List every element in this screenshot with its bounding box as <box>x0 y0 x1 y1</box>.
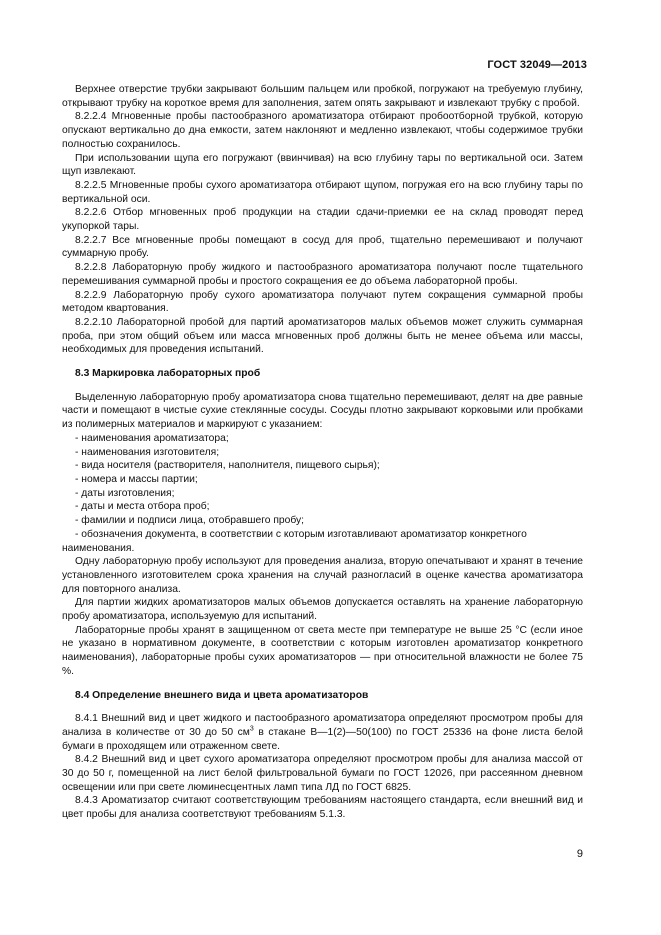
paragraph: 8.2.2.8 Лабораторную пробу жидкого и пастообразного ароматизатора получают после тщательного перемешивания суммарной пробы и простого сокращения ее до объема лабораторной пробы. <box>62 262 583 287</box>
paragraph-8-4-2: 8.4.2 Внешний вид и цвет сухого ароматизатора определяют просмотром пробы для анализа массой от 30 до 50 г, помещенной на лист белой фильтровальной бумаги по ГОСТ 12026, при рассеянном дневном освещении или при свете люминесцентных ламп типа ЛД по ГОСТ 6825. <box>62 754 583 793</box>
list-item: - наименования ароматизатора; <box>75 432 229 444</box>
list-item-continuation: наименования. <box>62 542 135 554</box>
paragraph: Для партии жидких ароматизаторов малых объемов допускается оставлять на хранение лабораторную пробу ароматизатора, используемую для испытаний. <box>62 597 583 623</box>
paragraph: 8.2.2.6 Отбор мгновенных проб продукции на стадии сдачи-приемки ее на склад проводят перед укупоркой тары. <box>62 207 583 233</box>
paragraph-8-4-1 <box>62 712 583 753</box>
paragraph: 8.2.2.4 Мгновенные пробы пастообразного ароматизатора отбирают пробоотборной трубкой, которую опускают вертикально до дна емкости, затем наклоняют и медленно извлекают, чтобы содержимое трубки полностью сохранилось. <box>62 111 583 150</box>
list-item: - номера и массы партии; <box>75 473 198 485</box>
paragraph: 8.2.2.9 Лабораторную пробу сухого ароматизатора получают путем сокращения суммарной пробы методом квартования. <box>62 289 583 315</box>
paragraph: 8.2.2.10 Лабораторной пробой для партий ароматизаторов малых объемов может служить суммарная проба, при этом общий объем или масса мгновенных проб должны быть не менее объема или массы, необходимых для проведения испытаний. <box>62 316 583 356</box>
paragraph: Выделенную лабораторную пробу ароматизатора снова тщательно перемешивают, делят на две равные части и помещают в чистые сухие стеклянные сосуды. Сосуды плотно закрывают корковыми или пробками из полимерных материалов и маркируют с указанием: <box>62 391 583 431</box>
paragraph: 8.2.2.7 Все мгновенные пробы помещают в сосуд для проб, тщательно перемешивают и получают суммарную пробу. <box>62 234 583 260</box>
section-heading-8-4: 8.4 Определение внешнего вида и цвета ароматизаторов <box>75 689 369 701</box>
list-item: - вида носителя (растворителя, наполнителя, пищевого сырья); <box>75 460 380 472</box>
list-item: - наименования изготовителя; <box>75 446 220 458</box>
paragraph-8-4-3: 8.4.3 Ароматизатор считают соответствующим требованиям настоящего стандарта, если внешний вид и цвет пробы для анализа соответствуют требованиям 5.1.3. <box>62 795 583 821</box>
paragraph: Верхнее отверстие трубки закрывают большим пальцем или пробкой, погружают на требуемую глубину, открывают трубку на короткое время для заполнения, затем опять закрывают и извлекают трубку с пробой. <box>62 84 583 109</box>
paragraph: Одну лабораторную пробу используют для проведения анализа, вторую опечатывают и хранят в течение установленного изготовителем срока хранения на случай разногласий в оценке качества ароматизатора для повторного анализа. <box>62 556 583 595</box>
paragraph-text: в стакане В—1(2)—50(100) по ГОСТ 25336 на фоне листа белой бумаги в проходящем или отраженном свете. <box>62 726 583 752</box>
document-header-standard-id: ГОСТ 32049—2013 <box>487 59 587 71</box>
list-item: - даты изготовления; <box>75 487 175 499</box>
paragraph: 8.2.2.5 Мгновенные пробы сухого ароматизатора отбирают щупом, погружая его на всю глубину тары по вертикальной оси. <box>62 179 583 205</box>
paragraph: При использовании щупа его погружают (ввинчивая) на всю глубину тары по вертикальной оси. Затем щуп извлекают. <box>62 152 583 178</box>
document-body <box>62 83 583 822</box>
list-item: - обозначения документа, в соответствии с которым изготавливают ароматизатор конкретного <box>75 528 527 540</box>
paragraph: Лабораторные пробы хранят в защищенном от света месте при температуре не выше 25 °С (если иное не указано в нормативном документе, в соответствии с которым изготовлен ароматизатор конкретного наименования), лабораторные пробы сухих ароматизаторов — при относительной влажности не более 75 %. <box>62 624 583 677</box>
paragraph-text: 8.4.1 Внешний вид и цвет жидкого и пастообразного ароматизатора определяют просмотром пробы для анализа в количестве от 30 до 50 см <box>62 713 583 738</box>
list-item: - фамилии и подписи лица, отобравшего пробу; <box>75 515 305 527</box>
page-number: 9 <box>576 848 583 860</box>
list-item: - даты и места отбора проб; <box>75 501 210 513</box>
section-heading-8-3: 8.3 Маркировка лабораторных проб <box>75 368 261 380</box>
superscript: 3 <box>249 725 254 733</box>
